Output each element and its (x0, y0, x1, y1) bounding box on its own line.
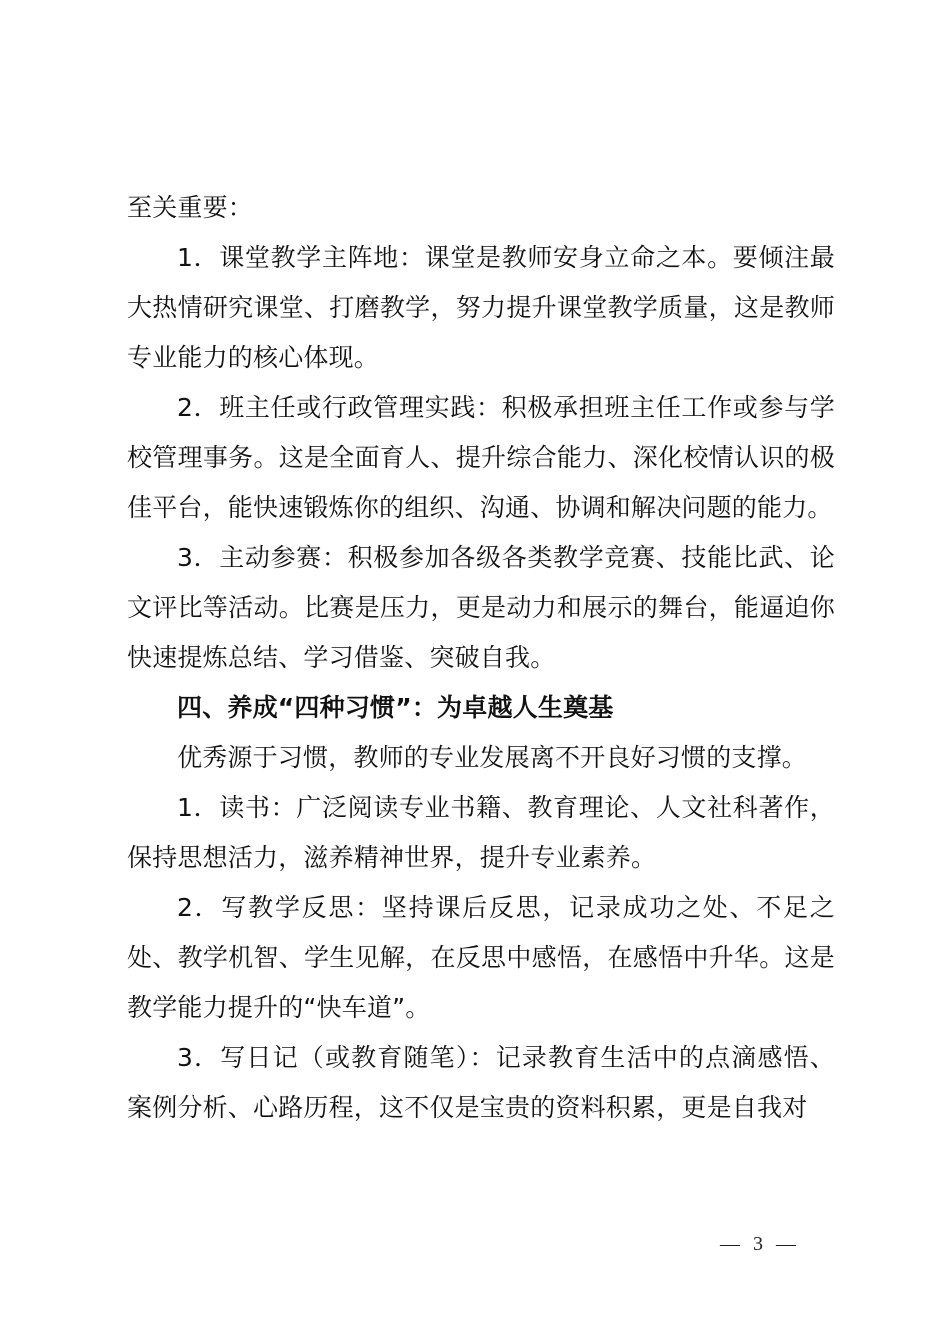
page-number: — 3 — (720, 1233, 800, 1255)
paragraph-item-management: 2．班主任或行政管理实践：积极承担班主任工作或参与学校管理事务。这是全面育人、提升综合能力、深化校情认识的极佳平台，能快速锻炼你的组织、沟通、协调和解决问题的能力。 (127, 393, 835, 522)
section-heading: 四、养成“四种习惯”：为卓越人生奠基 (177, 693, 614, 722)
paragraph-item-classroom: 1．课堂教学主阵地：课堂是教师安身立命之本。要倾注最大热情研究课堂、打磨教学，努力提升课堂教学质量，这是教师专业能力的核心体现。 (127, 243, 835, 372)
paragraph-item-reading: 1．读书：广泛阅读专业书籍、教育理论、人文社科著作，保持思想活力，滋养精神世界，提升专业素养。 (127, 793, 835, 872)
paragraph-continuation: 至关重要： (127, 193, 254, 222)
paragraph-item-diary: 3．写日记（或教育随笔）：记录教育生活中的点滴感悟、案例分析、心路历程，这不仅是宝贵的资料积累，更是自我对 (127, 1043, 835, 1122)
paragraph-intro: 优秀源于习惯，教师的专业发展离不开良好习惯的支撑。 (177, 743, 808, 772)
paragraph-item-reflection: 2．写教学反思：坚持课后反思，记录成功之处、不足之处、教学机智、学生见解，在反思中感悟，在感悟中升华。这是教学能力提升的“快车道”。 (127, 893, 835, 1022)
paragraph-item-competition: 3．主动参赛：积极参加各级各类教学竞赛、技能比武、论文评比等活动。比赛是压力，更是动力和展示的舞台，能逼迫你快速提炼总结、学习借鉴、突破自我。 (127, 543, 835, 672)
body-text (127, 183, 835, 1133)
